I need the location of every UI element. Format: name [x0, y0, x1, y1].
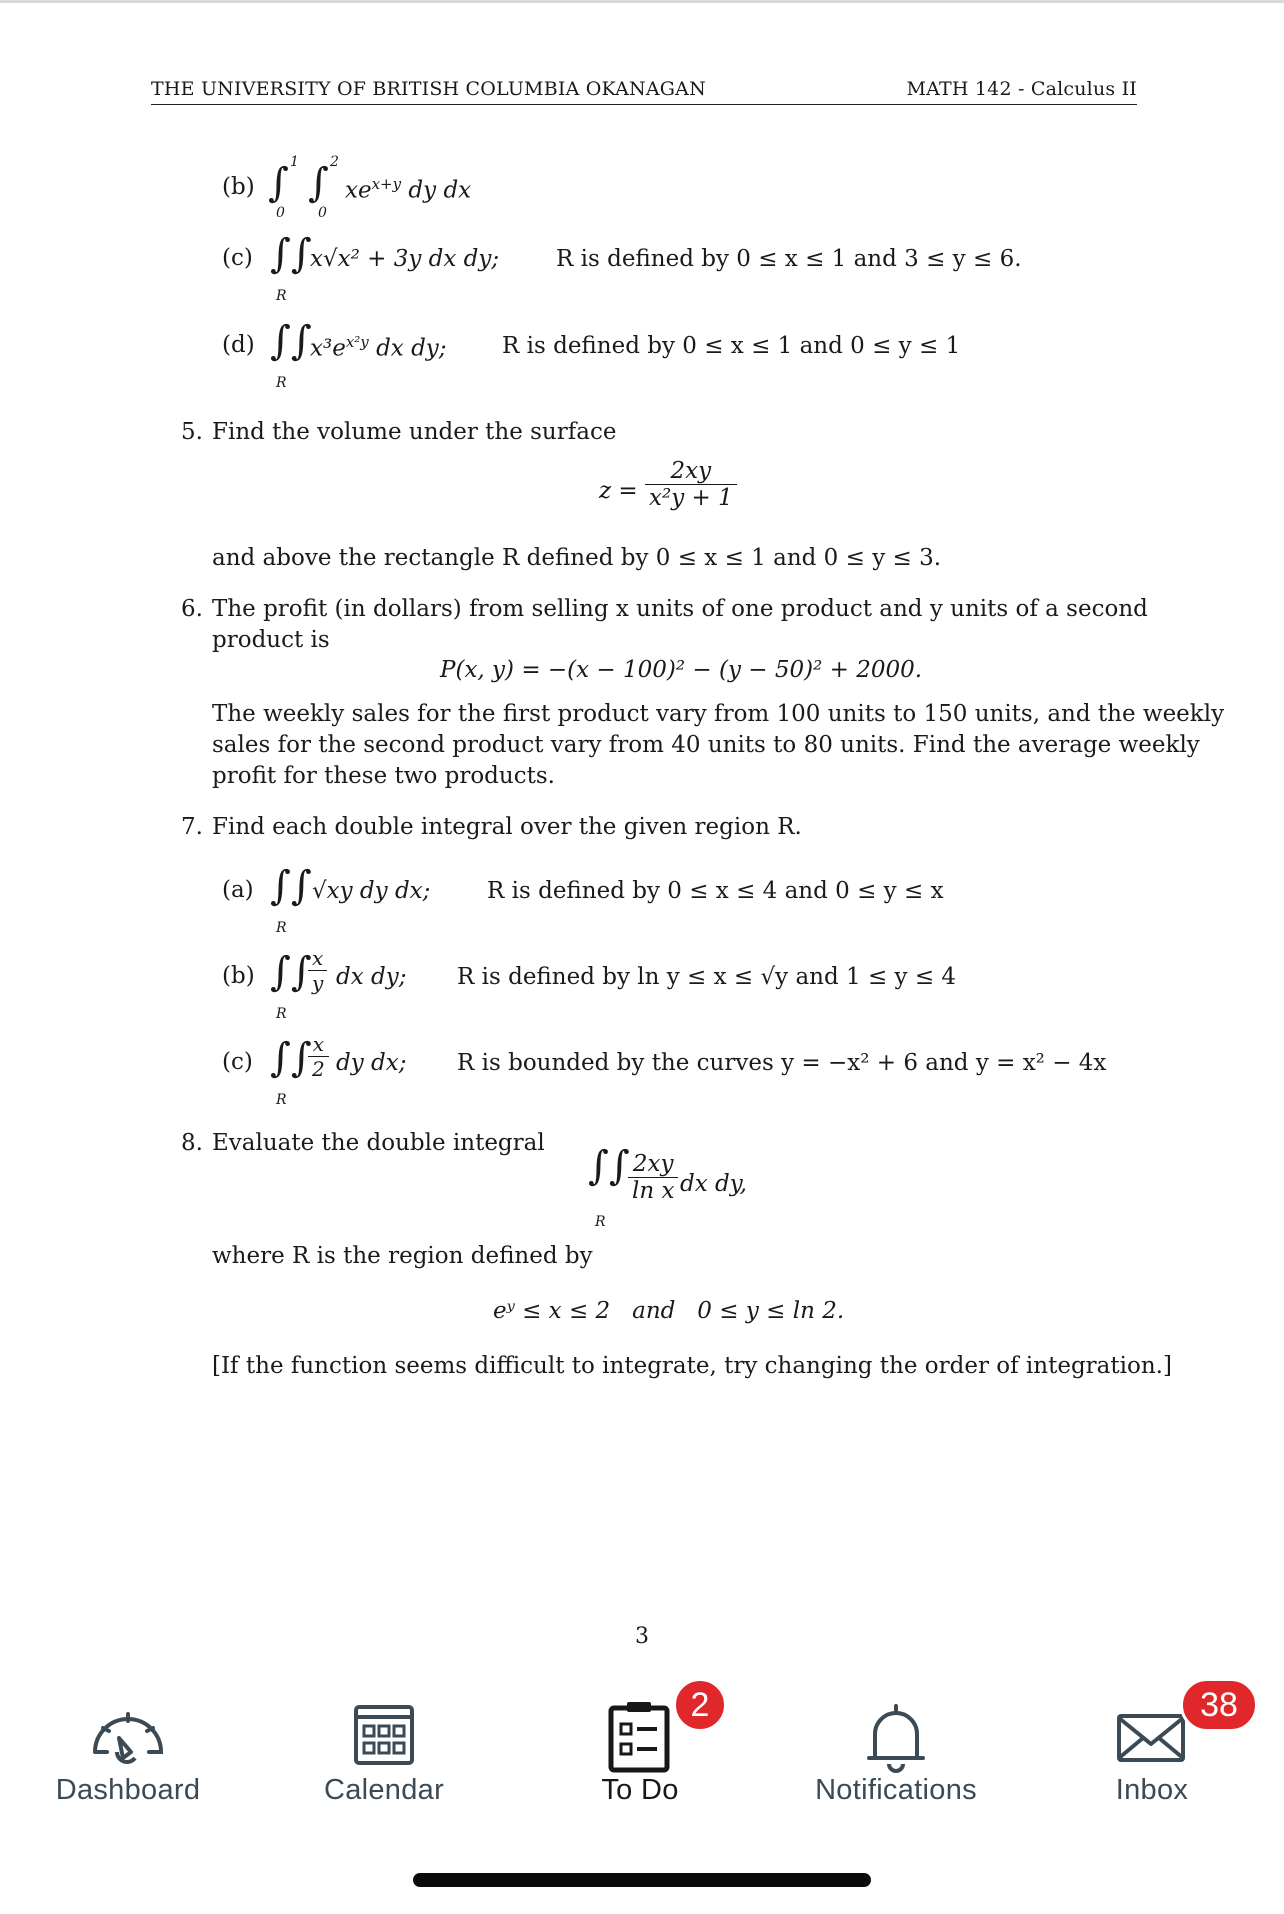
tab-calendar-label: Calendar [323, 1774, 445, 1806]
double-integral-sign: ∫∫ [270, 318, 312, 364]
region-subscript: R [276, 375, 287, 391]
dashboard-gauge-icon [83, 1692, 173, 1782]
tab-inbox[interactable] [1024, 1680, 1280, 1830]
tab-inbox-label: Inbox [1115, 1774, 1189, 1806]
region-subscript: R [276, 920, 287, 936]
region-condition: eʸ ≤ x ≤ 2 and 0 ≤ y ≤ ln 2. [493, 1298, 845, 1324]
integrand: √xy dy dx; [312, 878, 431, 904]
problem-text: profit for these two products. [212, 763, 555, 789]
problem-number: 5. [181, 419, 203, 445]
hint-text: [If the function seems difficult to integrate, try changing the order of integration.] [212, 1353, 1172, 1379]
tab-todo[interactable] [512, 1680, 768, 1830]
double-integral-sign: ∫∫ [270, 949, 312, 995]
integrand: x√x² + 3y dx dy; [310, 246, 500, 272]
region-definition: R is bounded by the curves y = −x² + 6 and y = x² − 4x [457, 1050, 1107, 1076]
tab-dashboard[interactable] [0, 1680, 256, 1830]
differential: dx dy, [680, 1171, 747, 1197]
problem-7a-label: (a) [222, 877, 254, 903]
integral-sign: ∫ [308, 160, 329, 206]
header-course: MATH 142 - Calculus II [906, 78, 1137, 100]
tab-dashboard-label: Dashboard [55, 1774, 201, 1806]
region-subscript: R [276, 1092, 287, 1108]
upper-limit: 2 [330, 154, 339, 170]
double-integral-sign: ∫∫ [270, 231, 312, 277]
tab-todo-label: To Do [601, 1774, 679, 1806]
differential: dy dx; [336, 1050, 407, 1076]
problem-4c-label: (c) [222, 245, 253, 271]
problem-text: Find each double integral over the given region R. [212, 814, 802, 840]
double-integral-sign: ∫∫ [588, 1143, 630, 1189]
upper-limit: 1 [290, 154, 299, 170]
problem-4b-label: (b) [222, 174, 255, 200]
lower-limit: 0 [318, 205, 327, 221]
problem-text: The weekly sales for the first product vary from 100 units to 150 units, and the weekly [212, 701, 1225, 727]
region-definition: R is defined by ln y ≤ x ≤ √y and 1 ≤ y ≤ 4 [457, 964, 957, 990]
differential: dx dy; [336, 964, 407, 990]
integrand: $x^3e^{x^2y}$ dx dy; [310, 333, 447, 362]
todo-badge: 2 [673, 1678, 727, 1732]
region-subscript: R [276, 1006, 287, 1022]
problem-text: sales for the second product vary from 40 units to 80 units. Find the average weekly [212, 732, 1200, 758]
page-number: 3 [635, 1624, 649, 1649]
problem-number: 8. [181, 1130, 203, 1156]
home-indicator[interactable] [413, 1873, 871, 1887]
bell-icon [851, 1692, 941, 1782]
tab-notifications[interactable] [768, 1680, 1024, 1830]
double-integral-sign: ∫∫ [270, 863, 312, 909]
tab-calendar[interactable] [256, 1680, 512, 1830]
fraction: $\frac{x}{2}$ [308, 1032, 329, 1081]
page-header [151, 78, 1137, 105]
problem-text: product is [212, 627, 330, 653]
region-subscript: R [276, 288, 287, 304]
lower-limit: 0 [276, 205, 285, 221]
problem-text: The profit (in dollars) from selling x units of one product and y units of a second [212, 596, 1148, 622]
problem-4d-label: (d) [222, 332, 255, 358]
equation-lhs: z = [599, 478, 638, 504]
region-definition: R is defined by 0 ≤ x ≤ 1 and 0 ≤ y ≤ 1 [502, 333, 961, 359]
double-integral-sign: ∫∫ [270, 1035, 312, 1081]
region-subscript: R [595, 1214, 606, 1230]
calendar-icon [339, 1692, 429, 1782]
integrand: $xe^{x+y}$ dy dx [345, 175, 472, 204]
todo-clipboard-icon [595, 1692, 685, 1782]
header-university: THE UNIVERSITY OF BRITISH COLUMBIA OKANAGAN [151, 78, 706, 100]
problem-text: where R is the region defined by [212, 1243, 593, 1269]
problem-text: Evaluate the double integral [212, 1130, 545, 1156]
fraction: $\frac{2xy}{\text{ln x}}$ [628, 1151, 678, 1204]
problem-7c-label: (c) [222, 1049, 253, 1075]
profit-equation: P(x, y) = −(x − 100)² − (y − 50)² + 2000. [440, 657, 923, 683]
problem-7b-label: (b) [222, 963, 255, 989]
problem-number: 6. [181, 596, 203, 622]
problem-number: 7. [181, 814, 203, 840]
inbox-badge: 38 [1180, 1678, 1258, 1732]
region-definition: R is defined by 0 ≤ x ≤ 4 and 0 ≤ y ≤ x [487, 878, 944, 904]
problem-text: and above the rectangle R defined by 0 ≤ x ≤ 1 and 0 ≤ y ≤ 3. [212, 545, 942, 571]
integral-sign: ∫ [268, 160, 289, 206]
tab-notifications-label: Notifications [815, 1774, 977, 1806]
region-definition: R is defined by 0 ≤ x ≤ 1 and 3 ≤ y ≤ 6. [556, 246, 1022, 272]
fraction: $\frac{2xy}{\text{x²y + 1}}$ [645, 458, 737, 511]
problem-text: Find the volume under the surface [212, 419, 617, 445]
fraction: $\frac{x}{y}$ [308, 946, 327, 995]
